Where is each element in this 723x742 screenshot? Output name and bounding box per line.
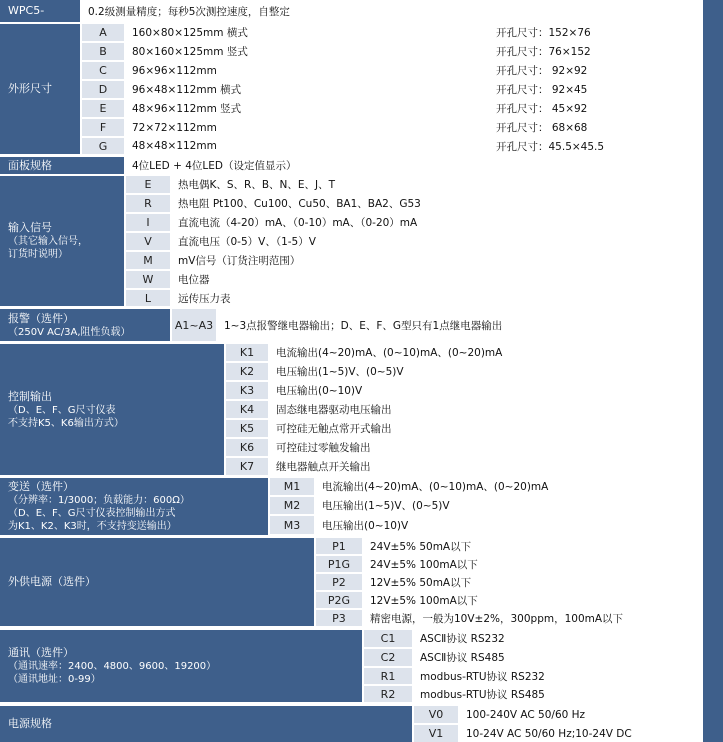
size-row bbox=[0, 81, 723, 100]
control-desc: 电压输出(1~5)V、(0~5)V bbox=[270, 363, 701, 380]
input-sub1: （其它输入信号， bbox=[8, 236, 88, 247]
input-row bbox=[0, 252, 723, 271]
input-code: I bbox=[126, 214, 170, 231]
size-desc bbox=[126, 100, 701, 117]
comm-desc: ASCⅡ协议 RS232 bbox=[414, 630, 701, 647]
size-dims: 160×80×125mm 横式 bbox=[132, 27, 248, 39]
input-desc: mV信号（订货注明范围） bbox=[172, 252, 701, 269]
size-dims: 96×96×112mm bbox=[132, 64, 217, 77]
input-desc: 热电阻 Pt100、Cu100、Cu50、BA1、BA2、G53 bbox=[172, 195, 701, 212]
size-dims: 80×160×125mm 竖式 bbox=[132, 46, 248, 58]
size-code: F bbox=[82, 119, 124, 136]
size-row bbox=[0, 24, 723, 43]
control-row bbox=[0, 458, 723, 477]
power-row bbox=[0, 725, 723, 742]
comm-row bbox=[0, 630, 723, 649]
supply-code: P3 bbox=[316, 610, 362, 626]
control-desc: 继电器触点开关输出 bbox=[270, 458, 701, 475]
comm-desc: ASCⅡ协议 RS485 bbox=[414, 649, 701, 666]
size-row bbox=[0, 100, 723, 119]
input-code: R bbox=[126, 195, 170, 212]
input-desc: 电位器 bbox=[172, 271, 701, 288]
transmit-code: M3 bbox=[270, 516, 314, 534]
comm-row bbox=[0, 649, 723, 668]
alarm-desc: 1~3点报警继电器输出；D、E、F、G型只有1点继电器输出 bbox=[218, 309, 701, 341]
transmit-row bbox=[0, 478, 723, 497]
power-title: 电源规格 bbox=[8, 717, 52, 730]
supply-code: P2 bbox=[316, 574, 362, 590]
supply-desc: 24V±5% 50mA以下 bbox=[364, 538, 701, 554]
control-code: K2 bbox=[226, 363, 268, 380]
control-code: K5 bbox=[226, 420, 268, 437]
model-label: WPC5- bbox=[8, 4, 45, 17]
input-desc: 直流电流（4-20）mA、（0-10）mA、（0-20）mA bbox=[172, 214, 701, 231]
transmit-sub1: （分辨率：1/3000；负载能力：600Ω） bbox=[8, 495, 190, 506]
control-code: K4 bbox=[226, 401, 268, 418]
size-cutout: 开孔尺寸：76×152 bbox=[496, 46, 591, 58]
supply-row bbox=[0, 556, 723, 574]
comm-sub2: （通讯地址：0-99） bbox=[8, 674, 101, 685]
panel-desc bbox=[126, 157, 701, 174]
alarm-row bbox=[0, 309, 723, 343]
size-code: D bbox=[82, 81, 124, 98]
control-desc: 电压输出(0~10)V bbox=[270, 382, 701, 399]
size-row bbox=[0, 43, 723, 62]
control-code: K6 bbox=[226, 439, 268, 456]
alarm-code: A1~A3 bbox=[172, 309, 216, 341]
input-code: M bbox=[126, 252, 170, 269]
control-title: 控制输出 bbox=[8, 389, 52, 403]
size-desc bbox=[126, 81, 701, 98]
input-desc: 热电偶K、S、R、B、N、E、J、T bbox=[172, 176, 701, 193]
comm-code: C1 bbox=[364, 630, 412, 647]
size-title: 外形尺寸 bbox=[8, 82, 52, 95]
alarm-title: 报警（选件） bbox=[8, 311, 74, 325]
transmit-desc: 电流输出(4~20)mA、(0~10)mA、(0~20)mA bbox=[316, 478, 701, 495]
control-code: K1 bbox=[226, 344, 268, 361]
size-code: B bbox=[82, 43, 124, 60]
supply-desc: 12V±5% 50mA以下 bbox=[364, 574, 701, 590]
input-code: V bbox=[126, 233, 170, 250]
input-title: 输入信号 bbox=[8, 221, 52, 234]
supply-row bbox=[0, 610, 723, 628]
transmit-code: M1 bbox=[270, 478, 314, 495]
size-desc bbox=[126, 138, 701, 154]
comm-desc: modbus-RTU协议 RS485 bbox=[414, 686, 701, 702]
power-desc: 10-24V AC 50/60 Hz;10-24V DC bbox=[460, 725, 701, 742]
size-row bbox=[0, 62, 723, 81]
input-row bbox=[0, 176, 723, 195]
input-row bbox=[0, 214, 723, 233]
control-sub2: 不支持K5、K6输出方式） bbox=[8, 417, 124, 429]
control-desc: 可控硅无触点常开式输出 bbox=[270, 420, 701, 437]
input-desc: 直流电压（0-5）V、（1-5）V bbox=[172, 233, 701, 250]
size-cutout: 开孔尺寸：152×76 bbox=[496, 27, 591, 39]
size-cutout: 开孔尺寸： 45×92 bbox=[496, 103, 588, 115]
comm-row bbox=[0, 686, 723, 704]
control-desc: 电流输出(4~20)mA、(0~10)mA、(0~20)mA bbox=[270, 344, 701, 361]
size-row bbox=[0, 119, 723, 138]
supply-title: 外供电源（选件） bbox=[8, 575, 96, 588]
model-header bbox=[0, 0, 80, 22]
supply-desc: 24V±5% 100mA以下 bbox=[364, 556, 701, 572]
control-sub1: （D、E、F、G尺寸仪表 bbox=[8, 404, 116, 416]
size-cutout: 开孔尺寸： 68×68 bbox=[496, 122, 588, 134]
comm-code: R2 bbox=[364, 686, 412, 702]
size-desc bbox=[126, 43, 701, 60]
transmit-desc: 电压输出(1~5)V、(0~5)V bbox=[316, 497, 701, 514]
comm-code: C2 bbox=[364, 649, 412, 666]
supply-desc: 精密电源，一般为10V±2%，300ppm，100mA以下 bbox=[364, 610, 701, 626]
transmit-row bbox=[0, 516, 723, 536]
control-desc: 固态继电器驱动电压输出 bbox=[270, 401, 701, 418]
power-code: V0 bbox=[414, 706, 458, 723]
input-sub2: 订货时说明） bbox=[8, 249, 68, 260]
size-cutout: 开孔尺寸： 92×92 bbox=[496, 65, 588, 77]
input-code: E bbox=[126, 176, 170, 193]
supply-desc: 12V±5% 100mA以下 bbox=[364, 592, 701, 608]
size-desc bbox=[126, 24, 701, 41]
right-edge-strip bbox=[703, 0, 723, 742]
comm-desc: modbus-RTU协议 RS232 bbox=[414, 668, 701, 684]
size-row bbox=[0, 138, 723, 156]
supply-row bbox=[0, 538, 723, 556]
input-desc: 远传压力表 bbox=[172, 290, 701, 306]
model-note-text: 0.2级测量精度；每秒5次测控速度，自整定 bbox=[88, 5, 290, 18]
size-code: A bbox=[82, 24, 124, 41]
control-row bbox=[0, 363, 723, 382]
control-row bbox=[0, 420, 723, 439]
control-row bbox=[0, 382, 723, 401]
comm-row bbox=[0, 668, 723, 686]
transmit-row bbox=[0, 497, 723, 516]
input-row bbox=[0, 271, 723, 290]
size-dims: 48×96×112mm 竖式 bbox=[132, 103, 242, 115]
size-code: G bbox=[82, 138, 124, 154]
supply-row bbox=[0, 592, 723, 610]
size-desc bbox=[126, 119, 701, 136]
comm-title: 通讯（选件） bbox=[8, 646, 74, 659]
panel-desc-text: 4位LED + 4位LED（设定值显示） bbox=[132, 160, 297, 172]
transmit-code: M2 bbox=[270, 497, 314, 514]
control-row bbox=[0, 344, 723, 363]
size-desc bbox=[126, 62, 701, 79]
input-code: L bbox=[126, 290, 170, 306]
size-dims: 96×48×112mm 横式 bbox=[132, 84, 242, 96]
supply-row bbox=[0, 574, 723, 592]
size-cutout: 开孔尺寸：45.5×45.5 bbox=[496, 140, 605, 153]
control-row bbox=[0, 439, 723, 458]
transmit-desc: 电压输出(0~10)V bbox=[316, 516, 701, 534]
alarm-sub: （250V AC/3A,阻性负载） bbox=[8, 326, 131, 338]
input-row bbox=[0, 233, 723, 252]
power-row bbox=[0, 706, 723, 725]
size-dims: 48×48×112mm bbox=[132, 140, 217, 152]
control-code: K3 bbox=[226, 382, 268, 399]
input-code: W bbox=[126, 271, 170, 288]
size-code: E bbox=[82, 100, 124, 117]
transmit-sub3: 为K1、K2、K3时，不支持变送输出） bbox=[8, 521, 177, 532]
control-row bbox=[0, 401, 723, 420]
comm-code: R1 bbox=[364, 668, 412, 684]
control-desc: 可控硅过零触发输出 bbox=[270, 439, 701, 456]
transmit-sub2: （D、E、F、G尺寸仪表控制输出方式 bbox=[8, 508, 176, 519]
size-cutout: 开孔尺寸： 92×45 bbox=[496, 84, 588, 96]
supply-code: P1G bbox=[316, 556, 362, 572]
supply-code: P1 bbox=[316, 538, 362, 554]
panel-title: 面板规格 bbox=[8, 158, 52, 172]
supply-code: P2G bbox=[316, 592, 362, 608]
transmit-title: 变送（选件） bbox=[8, 480, 74, 493]
power-code: V1 bbox=[414, 725, 458, 742]
control-code: K7 bbox=[226, 458, 268, 475]
comm-sub1: （通讯速率：2400、4800、9600、19200） bbox=[8, 661, 217, 672]
size-dims: 72×72×112mm bbox=[132, 121, 217, 134]
model-note bbox=[82, 0, 701, 22]
power-desc: 100-240V AC 50/60 Hz bbox=[460, 706, 701, 723]
size-code: C bbox=[82, 62, 124, 79]
input-row bbox=[0, 290, 723, 308]
input-row bbox=[0, 195, 723, 214]
panel-header bbox=[0, 157, 124, 174]
